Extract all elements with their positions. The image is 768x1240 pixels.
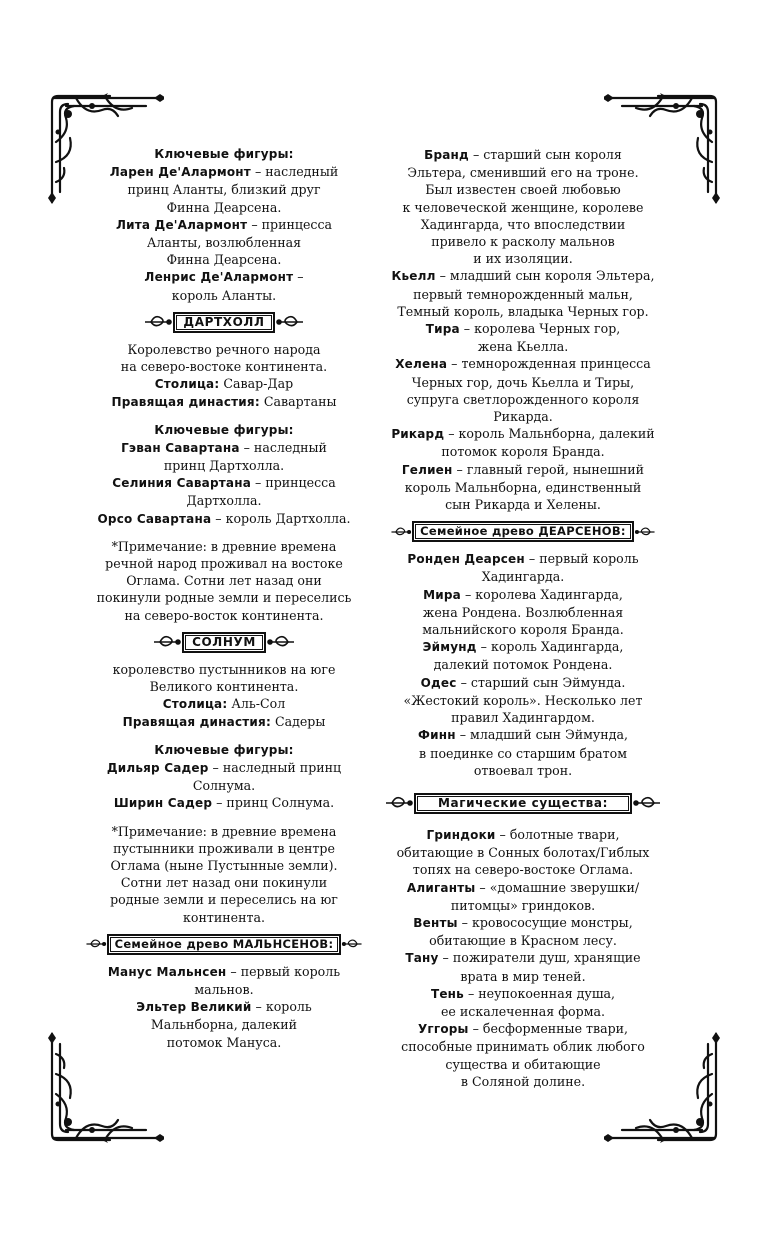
entry-line (376, 320, 670, 338)
entry-line (376, 914, 670, 932)
entry-name: Мира (423, 587, 461, 602)
note-line: континента. (183, 909, 265, 925)
entry-text: – первый король (524, 551, 639, 567)
section-malnsen (78, 963, 370, 1051)
entry-text: – «домашние зверушки/ (475, 879, 640, 895)
dynasty-label: Правящая династия: (122, 715, 271, 730)
entry-line: Эльтера, сменивший его на троне. (407, 165, 639, 181)
entry-line: принц Аланты, близкий друг (127, 182, 321, 198)
entry-line: жена Рондена. Возлюбленная (422, 604, 624, 620)
entry-line: Мальнборна, далекий (150, 1017, 298, 1033)
note-line: *Примечание: в древние времена (111, 823, 337, 839)
entry-line: король Аланты. (171, 287, 277, 303)
entry-line: к человеческой женщине, королеве (402, 199, 644, 215)
entry-text: – король Мальнборна, далекий (444, 426, 655, 442)
header-flourish-icon (275, 312, 305, 332)
dynasty-line (78, 393, 370, 411)
note-line: Оглама (ныне Пустынные земли). (110, 857, 338, 873)
note-line: пустынники проживали в центре (113, 840, 335, 856)
entry-name: Финн (418, 728, 456, 743)
entry-line: Аланты, возлюбленная (146, 235, 302, 251)
entry-line: Солнума. (192, 778, 256, 794)
entry-line: потомок короля Бранда. (441, 444, 605, 460)
section-heading: Ключевые фигуры: (154, 147, 294, 161)
entry-line: обитающие в Красном лесу. (429, 933, 617, 949)
entry-text: – королева Черных гор, (459, 321, 621, 337)
corner-flourish-icon (46, 1078, 164, 1144)
entry-line: правил Хадингардом. (451, 710, 595, 726)
entry-line (78, 963, 370, 981)
entry-text: – наследный принц (208, 759, 342, 775)
entry-line (376, 586, 670, 604)
entry-line: Хадингарда, что впоследствии (420, 216, 626, 232)
dynasty-value: Савартаны (259, 394, 337, 410)
entry-line: Темный король, владыка Черных гор. (397, 303, 649, 319)
entry-name: Тень (430, 986, 464, 1001)
entry-line: Хадингарда. (481, 569, 565, 585)
entry-line: в Соляной долине. (460, 1073, 586, 1089)
section-dartholl (78, 341, 370, 624)
entry-text: – пожиратели душ, хранящие (438, 950, 641, 966)
entry-line: топях на северо-востоке Оглама. (412, 862, 634, 878)
entry-name: Гэван Савартана (121, 440, 240, 455)
entry-line: потомок Мануса. (166, 1034, 282, 1050)
entry-line (78, 268, 370, 286)
entry-line: привело к расколу мальнов (431, 234, 615, 250)
entry-line (376, 726, 670, 744)
entry-text: – неупокоенная душа, (463, 985, 616, 1001)
entry-line: принц Дартхолла. (163, 458, 285, 474)
entry-line: сын Рикарда и Хелены. (445, 497, 601, 513)
entry-line (78, 474, 370, 492)
entry-line: отвоевал трон. (473, 762, 573, 778)
entry-text: – принцесса (247, 216, 333, 232)
note-line: родные земли и переселись на юг (110, 892, 338, 908)
entry-line: мальнийского короля Бранда. (422, 622, 624, 638)
entry-text: – король (251, 999, 312, 1015)
entry-name: Уггоры (417, 1022, 469, 1037)
entry-line: Был известен своей любовью (425, 182, 621, 198)
entry-line (376, 355, 670, 373)
entry-text: – наследный (250, 164, 339, 180)
entry-line (376, 826, 670, 844)
note-line: Оглама. Сотни лет назад они (126, 573, 322, 589)
entry-line (376, 1020, 670, 1038)
entry-name: Гелиен (401, 462, 453, 477)
entry-text: – королева Хадингарда, (460, 586, 623, 602)
entry-text: – кровососущие монстры, (457, 914, 633, 930)
section-magic-creatures (376, 826, 670, 1090)
header-flourish-icon (341, 934, 363, 954)
entry-line: Рикарда. (493, 409, 553, 425)
entry-line: в поединке со старшим братом (418, 745, 628, 761)
entry-line: король Мальнборна, единственный (404, 479, 642, 495)
entry-line (78, 759, 370, 777)
entry-name: Тира (425, 322, 460, 337)
entry-name: Ронден Деарсен (407, 552, 525, 567)
header-flourish-icon (384, 793, 414, 813)
entry-line: способные принимать облик любого (401, 1039, 645, 1055)
entry-line: супруга светлорожденного короля (406, 391, 640, 407)
capital-line (78, 695, 370, 713)
section-header-solnum (78, 632, 370, 653)
entry-line: Черных гор, дочь Кьелла и Тиры, (411, 374, 635, 390)
note-line: *Примечание: в древние времена (111, 538, 337, 554)
capital-label: Столица: (154, 377, 220, 392)
entry-line: первый темнорожденный мальн, (413, 286, 633, 302)
entry-name: Рикард (391, 427, 445, 442)
entry-name: Лита Де'Алармонт (115, 217, 248, 232)
entry-text: – принцесса (251, 475, 336, 491)
entry-text: – болотные твари, (495, 826, 620, 842)
entry-line (376, 267, 670, 285)
description-line: Великого континента. (149, 679, 299, 695)
entry-line: мальнов. (194, 981, 254, 997)
entry-text: – младший сын короля Эльтера, (435, 268, 655, 284)
entry-line: и их изоляции. (473, 251, 573, 267)
entry-name: Алиганты (406, 880, 476, 895)
header-flourish-icon (85, 934, 107, 954)
section-malnsen-continued (376, 146, 670, 513)
entry-name: Хелена (395, 357, 448, 372)
entry-name: Ленрис Де'Алармонт (144, 270, 294, 285)
entry-line: Дартхолла. (186, 493, 262, 509)
entry-name: Дильяр Садер (106, 760, 209, 775)
entry-name: Ларен Де'Алармонт (109, 165, 251, 180)
entry-name: Одес (420, 675, 457, 690)
entry-text: – младший сын Эймунда, (455, 727, 628, 743)
entry-name: Манус Мальнсен (107, 964, 227, 979)
entry-line (78, 794, 370, 812)
section-title: Семейное древо МАЛЬНСЕНОВ: (107, 934, 342, 955)
entry-name: Эймунд (422, 640, 477, 655)
capital-line (78, 375, 370, 393)
section-title: ДАРТХОЛЛ (173, 312, 274, 333)
header-flourish-icon (152, 632, 182, 652)
entry-line (78, 998, 370, 1016)
key-figures-alanta (78, 146, 370, 304)
entry-line: Финна Деарсена. (166, 252, 282, 268)
dynasty-label: Правящая династия: (111, 395, 260, 410)
description-line: на северо-востоке континента. (120, 359, 328, 375)
description-line: Королевство речного народа (127, 341, 321, 357)
dynasty-line (78, 713, 370, 731)
entry-line (376, 674, 670, 692)
entry-name: Гриндоки (426, 827, 496, 842)
section-heading: Ключевые фигуры: (154, 422, 294, 437)
entry-text: – король Дартхолла. (211, 510, 351, 526)
entry-line (376, 425, 670, 443)
entry-name: Ширин Садер (113, 796, 213, 811)
section-solnum (78, 661, 370, 926)
entry-text: – главный герой, нынешний (452, 461, 645, 477)
section-header-dearsen (376, 521, 670, 542)
note-line: покинули родные земли и переселись (96, 590, 352, 606)
entry-line (78, 510, 370, 528)
entry-line (376, 949, 670, 967)
right-column (376, 146, 670, 1090)
entry-text: – старший сын короля (468, 147, 622, 162)
entry-line: питомцы» гриндоков. (450, 897, 596, 913)
entry-name: Эльтер Великий (136, 1000, 252, 1015)
note-line: на северо-восток континента. (124, 607, 324, 623)
entry-text: – наследный (239, 439, 327, 455)
entry-text: – первый король (226, 963, 341, 979)
section-header-magic (376, 793, 670, 814)
entry-text: – (293, 269, 304, 285)
entry-name: Бранд (424, 148, 469, 162)
header-flourish-icon (632, 793, 662, 813)
entry-line (376, 550, 670, 568)
note-line: Сотни лет назад они покинули (120, 875, 328, 891)
capital-value: Савар-Дар (219, 376, 294, 392)
entry-line: существа и обитающие (445, 1056, 601, 1072)
entry-line (78, 163, 370, 181)
entry-text: – король Хадингарда, (476, 639, 624, 655)
entry-line (78, 216, 370, 234)
entry-name: Орсо Савартана (97, 511, 212, 526)
entry-line (376, 461, 670, 479)
entry-name: Тану (405, 951, 439, 966)
description-line: королевство пустынников на юге (112, 661, 336, 677)
header-flourish-icon (634, 522, 656, 542)
entry-line (78, 439, 370, 457)
entry-line (376, 146, 670, 164)
entry-text: – темнорожденная принцесса (447, 356, 651, 372)
section-title: Семейное древо ДЕАРСЕНОВ: (412, 521, 634, 542)
entry-line (376, 985, 670, 1003)
section-title: СОЛНУМ (182, 632, 266, 653)
entry-line: далекий потомок Рондена. (433, 657, 613, 673)
dynasty-value: Садеры (270, 714, 326, 730)
section-header-malnsen (78, 934, 370, 955)
entry-line (376, 879, 670, 897)
entry-name: Венты (413, 915, 458, 930)
section-header-dartholl (78, 312, 370, 333)
entry-line: «Жестокий король». Несколько лет (403, 692, 643, 708)
left-column (78, 146, 370, 1051)
capital-value: Аль-Сол (227, 696, 286, 712)
entry-name: Кьелл (391, 269, 436, 284)
entry-line: жена Кьелла. (477, 339, 569, 355)
entry-text: – принц Солнума. (212, 795, 335, 811)
entry-line: Финна Деарсена. (166, 199, 282, 215)
note-line: речной народ проживал на востоке (105, 556, 343, 572)
header-flourish-icon (390, 522, 412, 542)
section-dearsen (376, 550, 670, 779)
header-flourish-icon (143, 312, 173, 332)
capital-label: Столица: (162, 697, 228, 712)
entry-text: – бесформенные твари, (468, 1021, 629, 1037)
section-title: Магические существа: (414, 793, 632, 814)
entry-line: ее искалеченная форма. (440, 1003, 606, 1019)
entry-name: Селиния Савартана (112, 476, 252, 491)
entry-line (376, 638, 670, 656)
section-heading: Ключевые фигуры: (154, 742, 294, 757)
entry-line: врата в мир теней. (460, 968, 586, 984)
header-flourish-icon (266, 632, 296, 652)
entry-line: обитающие в Сонных болотах/Гиблых (396, 845, 650, 861)
entry-text: – старший сын Эймунда. (456, 674, 626, 690)
